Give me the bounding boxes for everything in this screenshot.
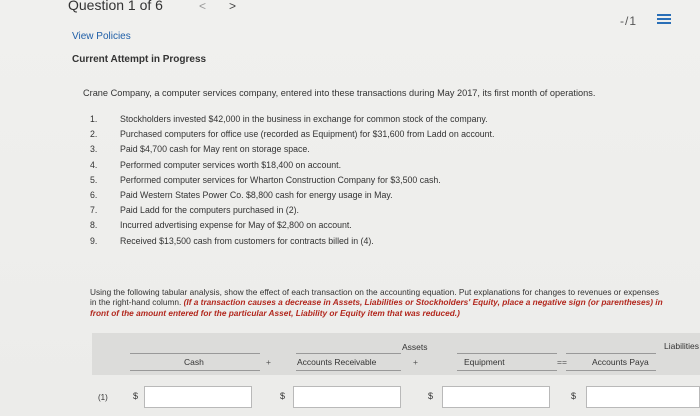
table-header [92, 333, 700, 375]
view-policies-link[interactable]: View Policies [72, 31, 131, 42]
equipment-input[interactable] [442, 386, 550, 408]
plus-operator: + [266, 357, 271, 367]
currency-symbol: $ [133, 391, 139, 401]
accounts-payable-input[interactable] [586, 386, 700, 408]
column-header-accounts-payable: Accounts Paya [592, 357, 649, 367]
problem-intro: Crane Company, a computer services company, entered into these transactions during May 2017, its first month of operations. [83, 88, 596, 98]
instructions-emphasis: (If a transaction causes a decrease in Assets, Liabilities or Stockholders' Equity, place a negative sign (or parentheses) in front of the amount entered for the particular Asset, Liability or Equity item that was reduced.) [90, 297, 663, 318]
instructions [90, 287, 665, 318]
row-label: (1) [98, 393, 108, 402]
divider [566, 353, 656, 354]
divider [457, 370, 557, 371]
column-header-cash: Cash [184, 357, 204, 367]
accounts-receivable-input[interactable] [293, 386, 401, 408]
tabular-analysis-table [92, 333, 700, 416]
page: Question 1 of 6 < > -/1 View Policies Current Attempt in Progress Crane Company, a computer services company, entered into these transactions during May 2017, its first month of operations. 1. Stockholders invested $42,000 in the business in exchange for common stock of the company. 2. Purchased computers for office use (recorded as Equipment) for $31,600 from Ladd on account. 3. Paid $4,700 cash for May rent on storage space. 4. Performed computer services worth $18,400 on account. 5. Performed computer services for Wharton Construction Company for $3,500 cash. 6. Paid Western States Power Co. $8,800 cash for energy usage in May. 7. Paid Ladd for the computers purchased in (2). 8. Incurred advertising expense for May of $2,800 on account. 9. Received $13,500 cash from customers for contracts billed in (4). Using the following tabular analysis, show the effect of each transaction on the accounting equation. Put explanations for changes to revenues or expenses in the right-hand column. (If a transaction causes a decrease in Assets, Liabilities or Stockholders' Equity, place a negative sign (or parentheses) in front of the amount entered for the particular Asset, Liability or Equity item that was reduced.) Assets Liabilities Cash + Accounts Receivable + Equipment = = Accounts Paya (1) $ $ $ $ [0, 0, 700, 416]
currency-symbol: $ [280, 391, 286, 401]
instructions-text: Using the following tabular analysis, show the effect of each transaction on the accounting equation. Put explanations for changes to revenues or expenses in the right-hand column. [90, 287, 660, 308]
equals-operator: = [557, 357, 562, 367]
column-header-equipment: Equipment [464, 357, 505, 367]
divider [457, 353, 557, 354]
column-header-accounts-receivable: Accounts Receivable [297, 357, 377, 367]
divider [130, 370, 260, 371]
currency-symbol: $ [571, 391, 577, 401]
plus-operator: + [413, 357, 418, 367]
currency-symbol: $ [428, 391, 434, 401]
divider [296, 353, 401, 354]
score-display: -/1 [620, 14, 638, 28]
divider [130, 353, 260, 354]
previous-question-button[interactable]: < [199, 0, 207, 13]
divider [296, 370, 401, 371]
divider [566, 370, 656, 371]
question-counter: Question 1 of 6 [68, 0, 163, 13]
assets-group-header: Assets [402, 342, 428, 352]
equals-operator: = [562, 357, 567, 367]
attempt-status: Current Attempt in Progress [72, 54, 207, 65]
top-bar [0, 0, 700, 28]
liabilities-group-header: Liabilities [664, 341, 699, 351]
next-question-button[interactable]: > [229, 0, 237, 13]
cash-input[interactable] [144, 386, 252, 408]
question-list-icon[interactable] [657, 14, 671, 26]
